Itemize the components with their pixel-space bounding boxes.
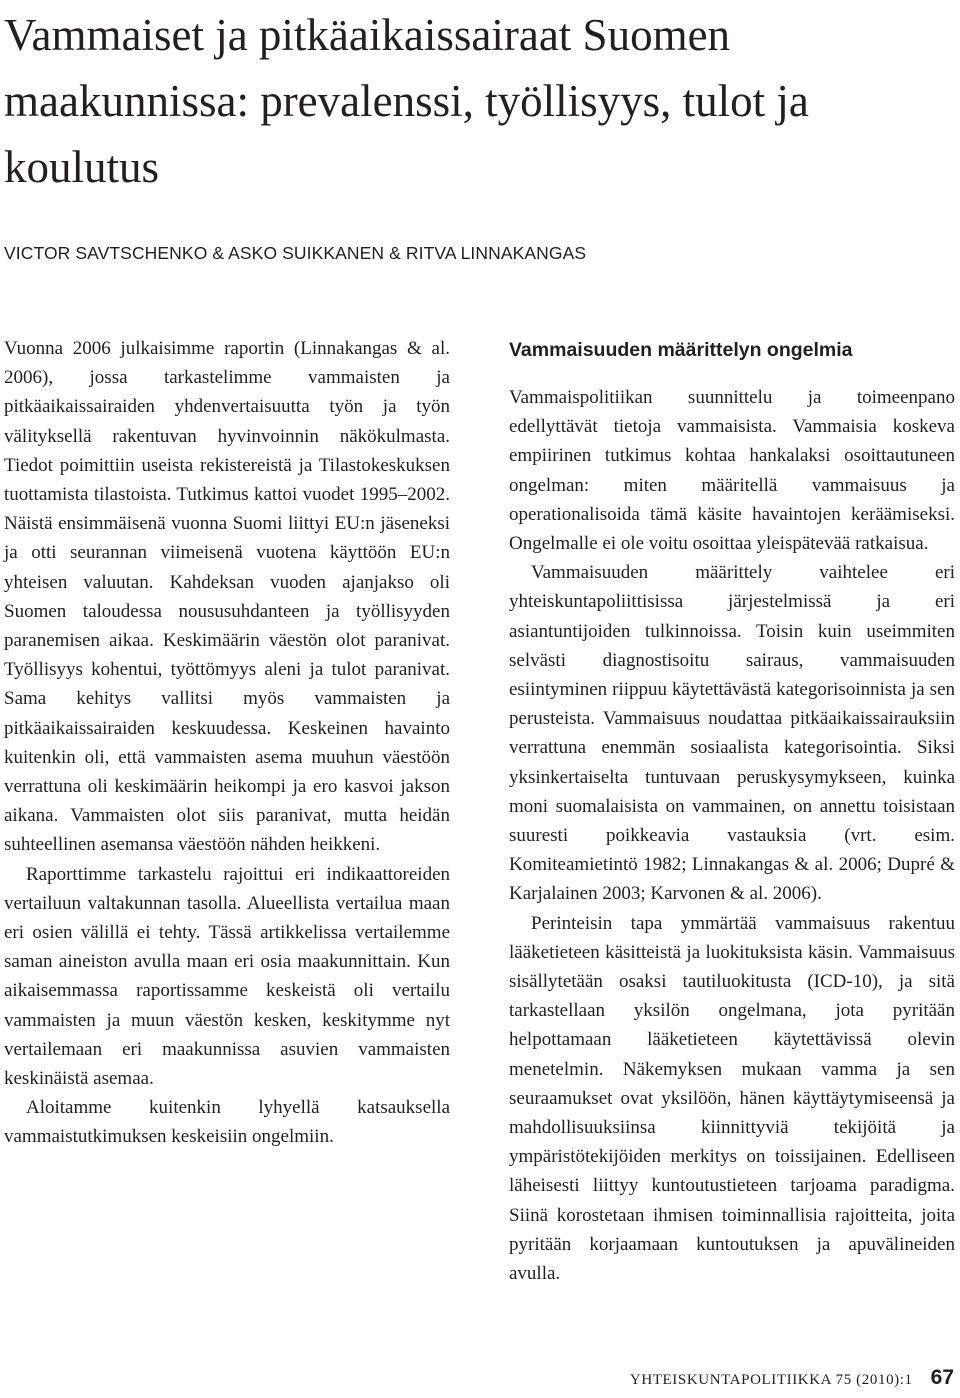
journal-citation: YHTEISKUNTAPOLITIIKKA 75 (2010):1 <box>629 1372 913 1388</box>
article-authors: VICTOR SAVTSCHENKO & ASKO SUIKKANEN & RITVA LINNAKANGAS <box>4 243 587 263</box>
article-title: Vammaiset ja pitkäaikaissairaat Suomen maakunnissa: prevalenssi, työllisyys, tulot ja koulutus <box>4 10 809 192</box>
body-paragraph: Vammaisuuden määrittely vaihtelee eri yhteiskuntapoliittisissa järjestelmissä ja eri asiantuntijoiden tulkinnoissa. Toisin kuin useimmiten selvästi diagnostisoitu sairaus, vammaisuuden esiintyminen riippuu käytettävästä kategorisoinnista ja sen perusteista. Vammaisuus noudattaa pitkäaikaissairauksiin verrattuna enemmän sosiaalista kategorisointia. Siksi yksinkertaiselta tuntuvaan peruskysymykseen, kuinka moni suomalaisista on vammainen, on annettu toisistaan suuresti poikkeavia vastauksia (vrt. esim. Komiteamietintö 1982; Linnakangas & al. 2006; Dupré & Karjalainen 2003; Karvonen & al. 2006). <box>509 562 955 905</box>
body-paragraph: Vammaispolitiikan suunnittelu ja toimeenpano edellyttävät tietoja vammaisista. Vammaisia koskeva empiirinen tutkimus kohtaa hankalaksi osoittautuneen ongelman: miten määritellä vammaisuus ja operationalisoida tämä käsite havaintojen keräämiseksi. Ongelmalle ei ole voitu osoittaa yleispätevää ratkaisua. <box>509 387 955 555</box>
body-paragraph: Aloitamme kuitenkin lyhyellä katsauksella vammaistutkimuksen keskeisiin ongelmiin. <box>4 1097 450 1148</box>
page-footer <box>630 1366 954 1390</box>
page-number: 67 <box>930 1366 954 1389</box>
body-paragraph: Vuonna 2006 julkaisimme raportin (Linnakangas & al. 2006), jossa tarkastelimme vammaisten ja pitkäaikaissairaiden yhdenvertaisuutta työn ja työn välityksellä rakentuvan hyvinvoinnin näkökulmasta. Tiedot poimittiin useista rekistereistä ja Tilastokeskuksen tuottamista tilastoista. Tutkimus kattoi vuodet 1995–2002. Näistä ensimmäisenä vuonna Suomi liittyi EU:n jäseneksi ja otti seurannan viimeisenä vuotena käyttöön EU:n yhteisen valuutan. Kahdeksan vuoden ajanjakso oli Suomen taloudessa noususuhdanteen ja työllisyyden paranemisen aikaa. Keskimäärin väestön olot paranivat. Työllisyys kohentui, työttömyys aleni ja tulot paranivat. Sama kehitys vallitsi myös vammaisten ja pitkäaikaissairaiden keskuudessa. Keskeinen havainto kuitenkin oli, että vammaisten asema muuhun väestöön verrattuna oli keskimäärin heikompi ja ero kasvoi jakson aikana. Vammaisten olot siis paranivat, mutta heidän suhteellinen asemansa väestöön nähden heikkeni. <box>4 338 450 856</box>
body-paragraph: Perinteisin tapa ymmärtää vammaisuus rakentuu lääketieteen käsitteistä ja luokituksista käsin. Vammaisuus sisällytetään osaksi tautiluokitusta (ICD-10), ja sitä tarkastellaan yksilön ongelmana, jota pyritään helpottamaan lääketieteen käytettävissä olevin menetelmin. Näkemyksen mukaan vamma ja sen seuraamukset ovat yksilöön, hänen käyttäytymiseensä ja mahdollisuuksiinsa kiinnittyviä tekijöitä ja ympäristötekijöiden merkitys on toissijainen. Edelliseen läheisesti liittyy kuntoutustieteen tarjoama paradigma. Siinä korostetaan ihmisen toiminnallisia rajoitteita, joita pyritään korjaamaan kuntoutuksen ja apuvälineiden avulla. <box>509 912 955 1285</box>
section-heading: Vammaisuuden määrittelyn ongelmia <box>509 339 853 361</box>
left-column <box>4 334 450 1152</box>
right-column <box>509 334 955 1288</box>
body-paragraph: Raporttimme tarkastelu rajoittui eri indikaattoreiden vertailuun valtakunnan tasolla. Alueellista vertailua maan eri osien välillä ei tehty. Tässä artikkelissa vertailemme saman aineiston avulla maan eri osia maakunnittain. Kun aikaisemmassa raportissamme keskeistä oli vertailu vammaisten ja muun väestön kesken, keskitymme nyt vertailemaan eri maakunnissa asuvien vammaisten keskinäistä asemaa. <box>4 863 450 1090</box>
